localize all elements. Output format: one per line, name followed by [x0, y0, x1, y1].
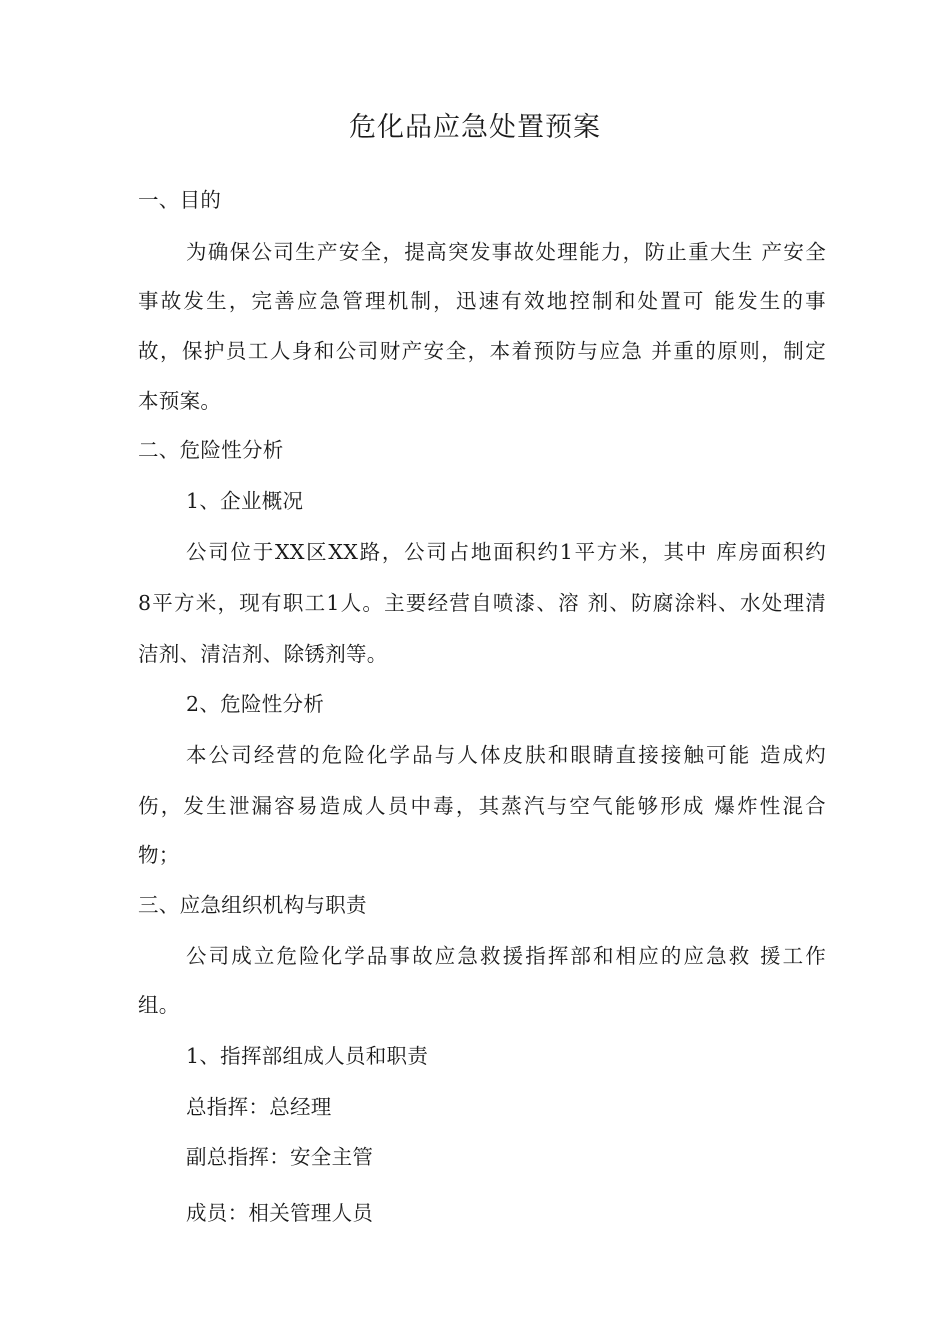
- paragraph-line: 为确保公司生产安全，提高突发事故处理能力，防止重大生 产安全: [186, 240, 826, 264]
- paragraph-line: 公司位于XX区XX路，公司占地面积约1平方米，其中 库房面积约: [186, 540, 826, 564]
- subsection-heading-company-overview: 1、企业概况: [186, 489, 304, 513]
- paragraph-line: 物；: [138, 843, 180, 867]
- section-heading-purpose: 一、目的: [138, 188, 222, 212]
- subsection-heading-command: 1、指挥部组成人员和职责: [186, 1044, 429, 1068]
- list-item-members: 成员：相关管理人员: [186, 1201, 374, 1225]
- paragraph-line: 洁剂、清洁剂、除锈剂等。: [138, 642, 388, 666]
- paragraph-line: 本预案。: [138, 389, 222, 413]
- paragraph-line: 伤，发生泄漏容易造成人员中毒，其蒸汽与空气能够形成 爆炸性混合: [138, 794, 826, 818]
- paragraph-line: 故，保护员工人身和公司财产安全，本着预防与应急 并重的原则，制定: [138, 339, 826, 363]
- section-heading-organization: 三、应急组织机构与职责: [138, 893, 367, 917]
- section-heading-hazard-analysis: 二、危险性分析: [138, 438, 284, 462]
- subsection-heading-hazard-analysis: 2、危险性分析: [186, 692, 325, 716]
- paragraph-line: 本公司经营的危险化学品与人体皮肤和眼睛直接接触可能 造成灼: [186, 743, 826, 767]
- document-title: 危化品应急处置预案: [349, 112, 601, 143]
- paragraph-line: 组。: [138, 993, 180, 1017]
- list-item-commander: 总指挥：总经理: [186, 1095, 332, 1119]
- paragraph-line: 事故发生，完善应急管理机制，迅速有效地控制和处置可 能发生的事: [138, 289, 826, 313]
- list-item-deputy-commander: 副总指挥：安全主管: [186, 1145, 374, 1169]
- paragraph-line: 8平方米，现有职工1人。主要经营自喷漆、溶 剂、防腐涂料、水处理清: [138, 591, 826, 615]
- paragraph-line: 公司成立危险化学品事故应急救援指挥部和相应的应急救 援工作: [186, 944, 826, 968]
